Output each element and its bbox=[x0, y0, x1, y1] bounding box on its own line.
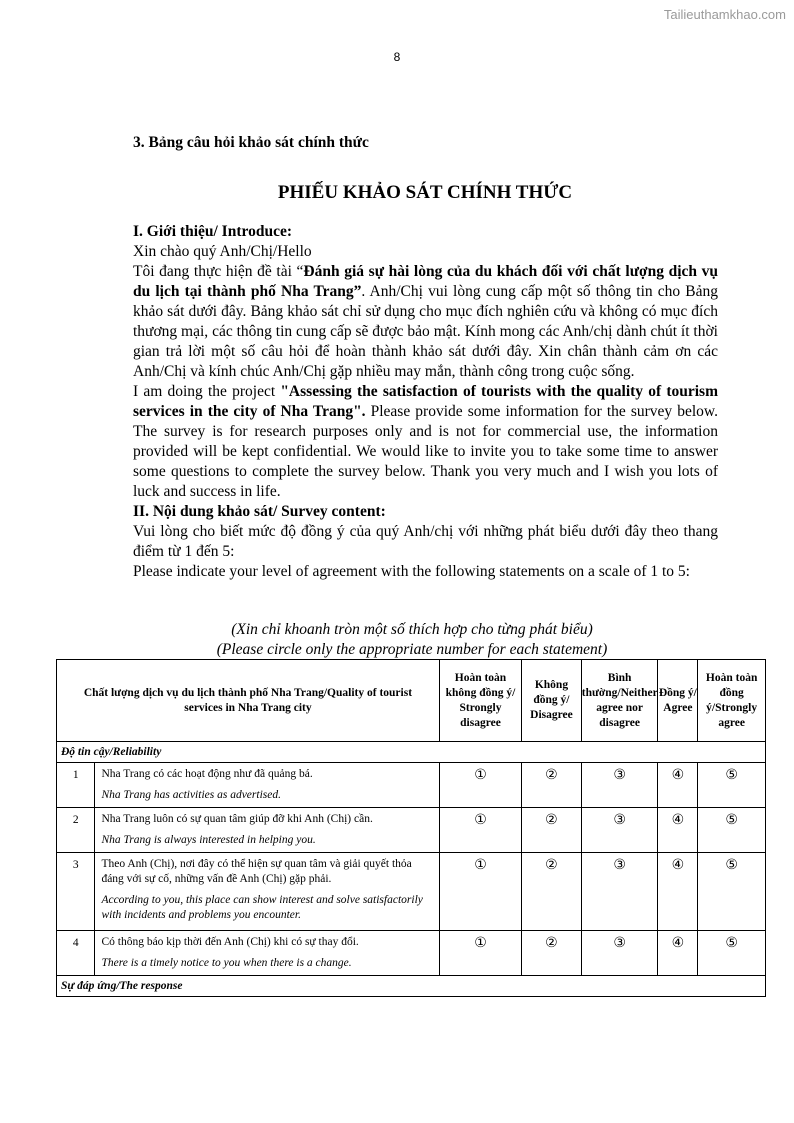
row-number: 1 bbox=[57, 763, 95, 808]
statement-vi: Nha Trang luôn có sự quan tâm giúp đỡ khi Anh (Chị) cần. bbox=[101, 813, 373, 825]
section-label: Độ tin cậy/Reliability bbox=[57, 742, 766, 763]
header-disagree: Không đồng ý/ Disagree bbox=[522, 660, 582, 742]
vi-instruction: Vui lòng cho biết mức độ đồng ý của quý Anh/chị với những phát biểu dưới đây theo thang điểm từ 1 đến 5: bbox=[133, 523, 718, 560]
statement-en: Nha Trang is always interested in helping you. bbox=[101, 834, 316, 846]
header-strongly-disagree: Hoàn toàn không đồng ý/ Strongly disagree bbox=[439, 660, 521, 742]
greeting: Xin chào quý Anh/Chị/Hello bbox=[133, 243, 312, 260]
section-row-reliability bbox=[57, 742, 766, 763]
option-2[interactable]: ② bbox=[522, 763, 582, 808]
content-heading: II. Nội dung khảo sát/ Survey content: bbox=[133, 503, 386, 520]
option-3[interactable]: ③ bbox=[581, 931, 658, 976]
option-1[interactable]: ① bbox=[439, 931, 521, 976]
statement-en: There is a timely notice to you when there is a change. bbox=[101, 957, 352, 969]
header-agree: Đồng ý/ Agree bbox=[658, 660, 698, 742]
option-5[interactable]: ⑤ bbox=[698, 808, 766, 853]
option-4[interactable]: ④ bbox=[658, 808, 698, 853]
vi-rest: . Anh/Chị vui lòng cung cấp một số thông tin cho Bảng khảo sát dưới đây. Bảng khảo sát chỉ sử dụng cho mục đích nghiên cứu và không có mục đích thương mại, các thông tin cung cấp sẽ được bảo mật. Kính mong các Anh/chị dành chút ít thời gian trả lời một số câu hỏi để hoàn thành khảo sát dưới đây. Xin chân thành cảm ơn các Anh/Chị và kính chúc Anh/Chị gặp nhiều may mắn, thành công trong cuộc sống. bbox=[133, 283, 718, 380]
en-topic: "Assessing the satisfaction of tourists with the quality of tourism services in the city of Nha Trang". bbox=[133, 383, 718, 420]
section-row-response bbox=[57, 976, 766, 997]
table-row bbox=[57, 808, 766, 853]
vi-prefix: Tôi đang thực hiện đề tài “ bbox=[133, 263, 304, 280]
vi-paragraph bbox=[133, 262, 718, 382]
page-number: 8 bbox=[393, 50, 401, 64]
row-number: 2 bbox=[57, 808, 95, 853]
section-label: Sự đáp ứng/The response bbox=[57, 976, 766, 997]
option-4[interactable]: ④ bbox=[658, 853, 698, 931]
intro-block bbox=[133, 222, 718, 582]
section-heading: 3. Bảng câu hỏi khảo sát chính thức bbox=[133, 134, 369, 151]
form-title: PHIẾU KHẢO SÁT CHÍNH THỨC bbox=[277, 182, 573, 203]
table-row bbox=[57, 763, 766, 808]
option-1[interactable]: ① bbox=[439, 853, 521, 931]
note-vi: (Xin chỉ khoanh tròn một số thích hợp cho từng phát biểu) bbox=[231, 621, 593, 638]
option-2[interactable]: ② bbox=[522, 853, 582, 931]
intro-heading: I. Giới thiệu/ Introduce: bbox=[133, 223, 293, 240]
option-2[interactable]: ② bbox=[522, 808, 582, 853]
option-1[interactable]: ① bbox=[439, 808, 521, 853]
en-rest: Please provide some information for the survey below. The survey is for research purposes only and is not for commercial use, the information provided will be kept confidential. We would like to invite you to take some time to answer some questions to complete the survey below. Thank you very much and I wish you lots of luck and success in life. bbox=[133, 403, 718, 500]
statement-vi: Có thông báo kịp thời đến Anh (Chị) khi có sự thay đổi. bbox=[101, 936, 359, 948]
en-prefix: I am doing the project bbox=[133, 383, 281, 400]
en-instruction: Please indicate your level of agreement with the following statements on a scale of 1 to 5: bbox=[133, 563, 690, 580]
option-3[interactable]: ③ bbox=[581, 808, 658, 853]
option-1[interactable]: ① bbox=[439, 763, 521, 808]
row-number: 3 bbox=[57, 853, 95, 931]
header-neither: Bình thường/Neither agree nor disagree bbox=[581, 660, 658, 742]
option-2[interactable]: ② bbox=[522, 931, 582, 976]
statement-cell bbox=[95, 763, 439, 808]
vi-topic: Đánh giá sự hài lòng của du khách đối với chất lượng dịch vụ du lịch tại thành phố Nha Trang” bbox=[133, 263, 718, 300]
statement-en: According to you, this place can show interest and solve satisfactorily with incidents and problems you encounter. bbox=[101, 894, 423, 921]
header-statement: Chất lượng dịch vụ du lịch thành phố Nha Trang/Quality of tourist services in Nha Trang city bbox=[57, 660, 440, 742]
statement-vi: Nha Trang có các hoạt động như đã quảng bá. bbox=[101, 768, 313, 780]
statement-cell bbox=[95, 808, 439, 853]
header-strongly-agree: Hoàn toàn đồng ý/Strongly agree bbox=[698, 660, 766, 742]
statement-en: Nha Trang has activities as advertised. bbox=[101, 789, 281, 801]
en-paragraph bbox=[133, 382, 718, 502]
watermark: Tailieuthamkhao.com bbox=[663, 7, 786, 22]
row-number: 4 bbox=[57, 931, 95, 976]
option-5[interactable]: ⑤ bbox=[698, 931, 766, 976]
table-row bbox=[57, 853, 766, 931]
note-en: (Please circle only the appropriate number for each statement) bbox=[216, 641, 608, 658]
table-row bbox=[57, 931, 766, 976]
option-4[interactable]: ④ bbox=[658, 931, 698, 976]
table-header-row bbox=[57, 660, 766, 742]
option-5[interactable]: ⑤ bbox=[698, 853, 766, 931]
option-4[interactable]: ④ bbox=[658, 763, 698, 808]
statement-cell bbox=[95, 853, 439, 931]
survey-table bbox=[56, 659, 766, 997]
option-3[interactable]: ③ bbox=[581, 763, 658, 808]
option-3[interactable]: ③ bbox=[581, 853, 658, 931]
statement-cell bbox=[95, 931, 439, 976]
option-5[interactable]: ⑤ bbox=[698, 763, 766, 808]
statement-vi: Theo Anh (Chị), nơi đây có thể hiện sự quan tâm và giải quyết thỏa đáng với sự cố, những vấn đề Anh (Chị) gặp phải. bbox=[101, 858, 412, 885]
